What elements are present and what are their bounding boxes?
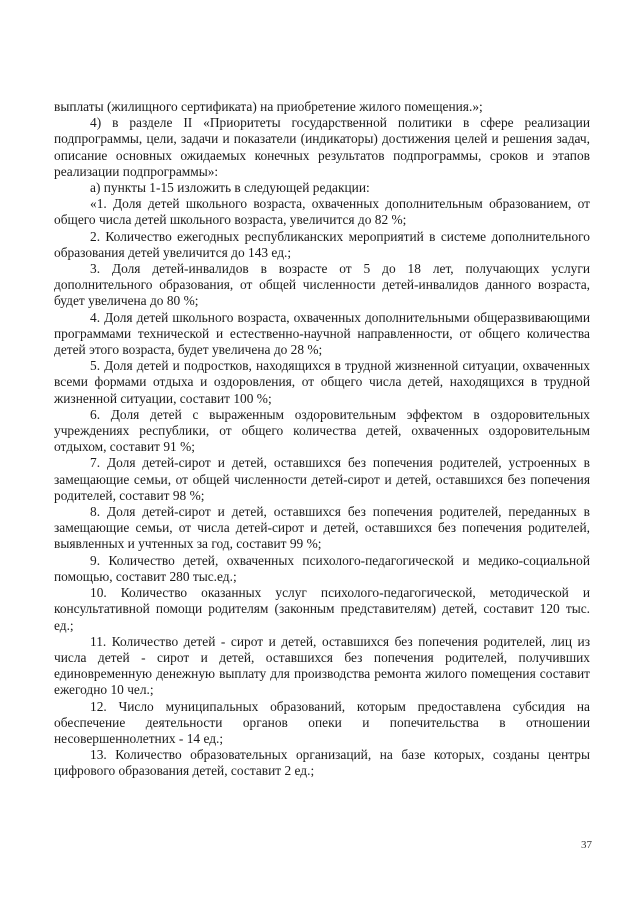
paragraph-item-8: 8. Доля детей-сирот и детей, оставшихся без попечения родителей, переданных в замещающие семьи, от числа детей-сирот и детей, оставшихся без попечения родителей, выявленных и учтенных за год, составит 99 %; [54,504,590,552]
paragraph-item-1: «1. Доля детей школьного возраста, охваченных дополнительным образованием, от общего числа детей школьного возраста, увеличится до 82 %; [54,196,590,228]
paragraph-item-7: 7. Доля детей-сирот и детей, оставшихся без попечения родителей, устроенных в замещающие семьи, от общей численности детей-сирот и детей, оставшихся без попечения родителей, составит 98 %; [54,455,590,503]
paragraph-item-12: 12. Число муниципальных образований, которым предоставлена субсидия на обеспечение деятельности органов опеки и попечительства в отношении несовершеннолетних - 14 ед.; [54,698,590,746]
paragraph-item-3: 3. Доля детей-инвалидов в возрасте от 5 до 18 лет, получающих услуги дополнительного образования, от общей численности детей-инвалидов данного возраста, будет увеличена до 80 %; [54,261,590,309]
paragraph-item-11: 11. Количество детей - сирот и детей, оставшихся без попечения родителей, лиц из числа детей - сирот и детей, оставшихся без попечения родителей, получивших единовременную денежную выплату для производства ремонта жилого помещения составит ежегодно 10 чел.; [54,633,590,698]
paragraph-subitem-a: а) пункты 1-15 изложить в следующей редакции: [90,180,370,196]
paragraph-item-10: 10. Количество оказанных услуг психолого-педагогической, методической и консультативной помощи родителям (законным представителям) детей, составит 120 тыс. ед.; [54,585,590,633]
document-body [54,99,590,780]
paragraph-item-9: 9. Количество детей, охваченных психолого-педагогической и медико-социальной помощью, составит 280 тыс.ед.; [54,552,590,584]
paragraph-item-4: 4. Доля детей школьного возраста, охваченных дополнительными общеразвивающими программами технической и естественно-научной направленности, от общего количества детей этого возраста, будет увеличена до 28 %; [54,309,590,358]
page-number: 37 [581,839,592,851]
paragraph-item-13: 13. Количество образовательных организаций, на базе которых, созданы центры цифрового образования детей, составит 2 ед.; [54,747,590,779]
paragraph-section-ii: 4) в разделе II «Приоритеты государственной политики в сфере реализации подпрограммы, цели, задачи и показатели (индикаторы) достижения целей и решения задач, описание основных ожидаемых конечных результатов подпрограммы, сроков и этапов реализации подпрограммы»: [54,115,590,179]
paragraph-continuation: выплаты (жилищного сертификата) на приобретение жилого помещения.»; [54,99,483,114]
paragraph-item-5: 5. Доля детей и подростков, находящихся в трудной жизненной ситуации, охваченных всеми формами отдыха и оздоровления, от общего числа детей, находящихся в трудной жизненной ситуации, составит 100 %; [54,358,590,406]
paragraph-item-6: 6. Доля детей с выраженным оздоровительным эффектом в оздоровительных учреждениях республики, от общего количества детей, охваченных оздоровительным отдыхом, составит 91 %; [54,406,590,455]
paragraph-item-2: 2. Количество ежегодных республиканских мероприятий в системе дополнительного образования детей увеличится до 143 ед.; [54,228,590,260]
